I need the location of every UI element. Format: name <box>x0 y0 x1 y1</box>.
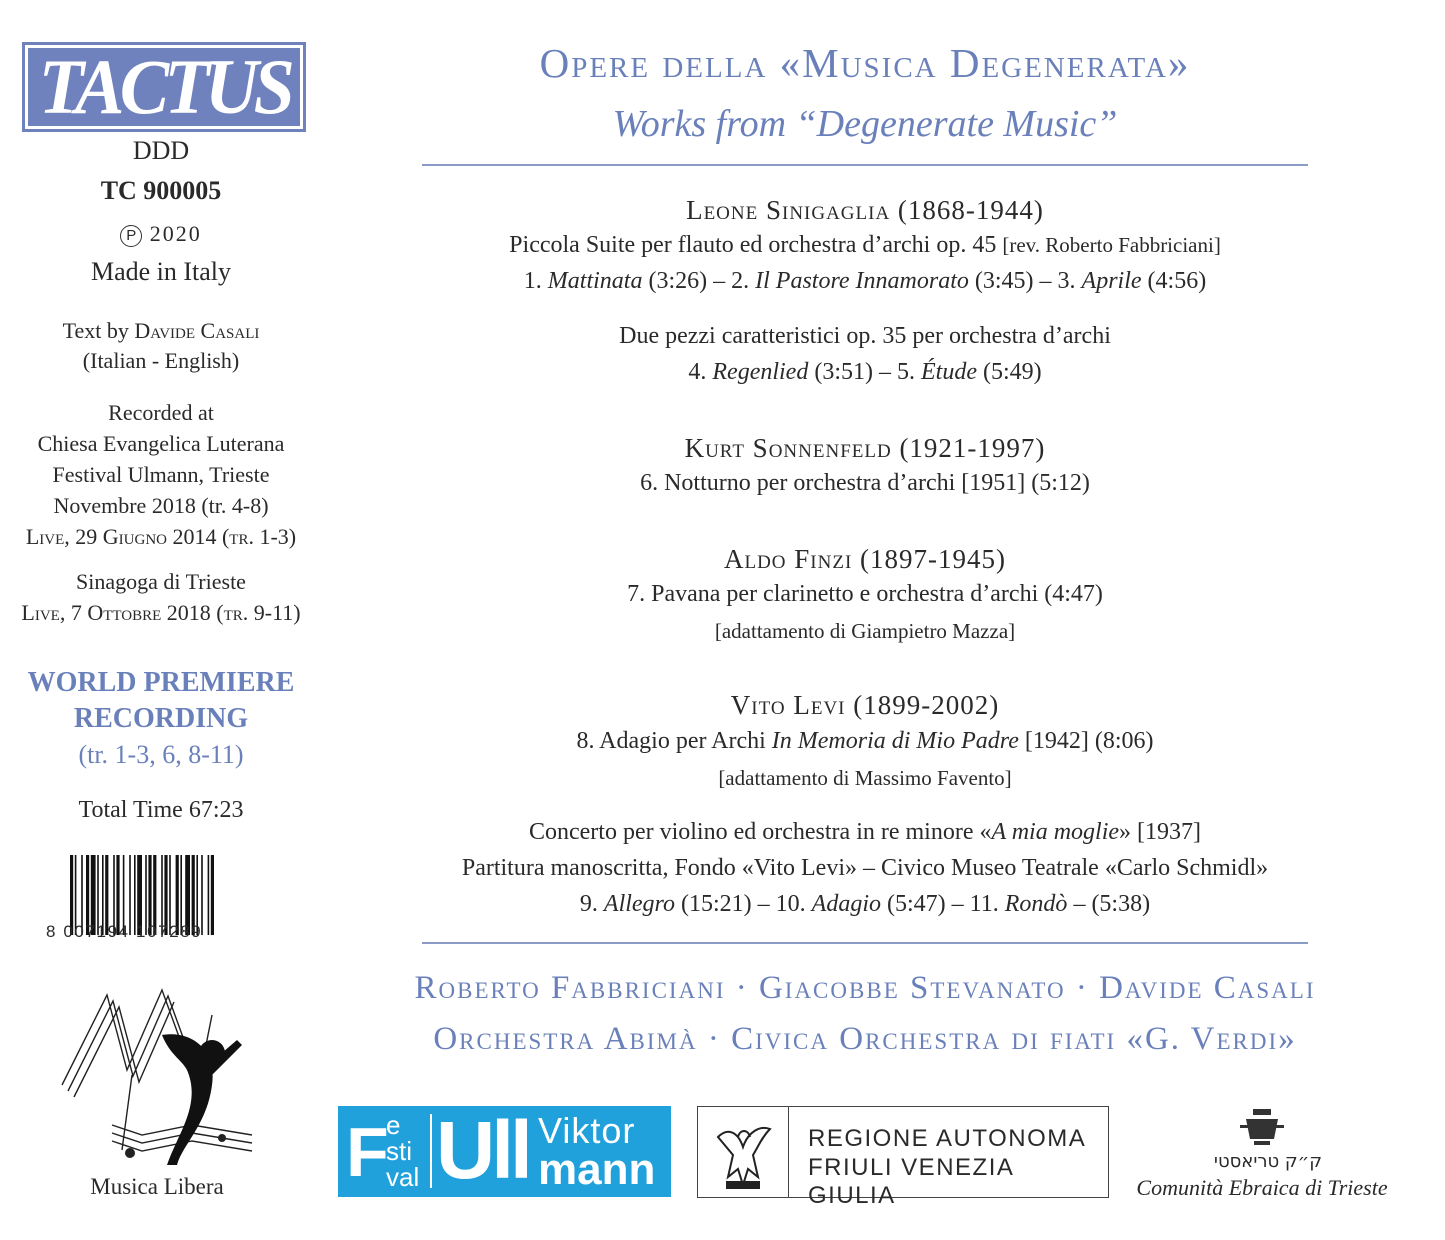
composer-sinigaglia: Leone Sinigaglia (1868-1944) <box>686 195 1044 225</box>
track-8 <box>410 723 1320 759</box>
recorded-line-7: Live, 7 Ottobre 2018 (tr. 9-11) <box>21 600 301 625</box>
phonogram-year: 2020 <box>149 221 202 246</box>
work-title: Piccola Suite per flauto ed orchestra d’archi op. 45 <box>509 232 997 258</box>
festival-viktor: Viktor <box>538 1110 636 1151</box>
track-time: (3:51) – 5. <box>808 359 921 385</box>
levi-note: [adattamento di Massimo Favento] <box>718 766 1012 790</box>
recorded-line-3: Festival Ulmann, Trieste <box>52 462 270 487</box>
recorded-line-1: Recorded at <box>108 400 214 425</box>
album-subtitle: Works from “Degenerate Music” <box>612 103 1118 145</box>
tracks-4-5 <box>410 354 1320 390</box>
crest-icon <box>1128 1105 1396 1149</box>
regione-fvg-logo <box>697 1106 1109 1209</box>
finzi-note: [adattamento di Giampietro Mazza] <box>714 619 1016 643</box>
recorded-line-4: Novembre 2018 (tr. 4-8) <box>53 493 269 518</box>
languages: (Italian - English) <box>82 348 240 373</box>
musica-libera-label: Musica Libera <box>90 1174 224 1199</box>
divider-bottom <box>422 942 1308 944</box>
track-title: In Memoria di Mio Padre <box>771 728 1019 754</box>
composer-finzi: Aldo Finzi (1897-1945) <box>723 544 1007 574</box>
premiere-tracks: (tr. 1-3, 6, 8-11) <box>78 740 244 769</box>
phonogram-icon: P <box>120 225 142 247</box>
festival-ull: Ull <box>436 1106 529 1196</box>
festival-divider <box>430 1114 432 1188</box>
track-time: (15:21) – 10. <box>675 891 812 917</box>
track-time: (4:56) <box>1141 268 1207 294</box>
phonogram-line <box>10 218 312 249</box>
track-title: Allegro <box>603 891 676 917</box>
recorded-line-2: Chiesa Evangelica Luterana <box>37 431 285 456</box>
concerto-source: Partitura manoscritta, Fondo «Vito Levi» – Civico Museo Teatrale «Carlo Schmidl» <box>461 855 1269 881</box>
festival-val: val <box>386 1162 420 1192</box>
track-time: [1942] (8:06) <box>1018 728 1154 754</box>
track-time: (5:49) <box>976 359 1042 385</box>
work-due-pezzi: Due pezzi caratteristici op. 35 per orchestra d’archi <box>619 323 1111 349</box>
work-title: Concerto per violino ed orchestra in re minore « <box>528 819 992 845</box>
divider-top <box>422 164 1308 166</box>
made-in-italy: Made in Italy <box>90 257 232 286</box>
work-note: [rev. Roberto Fabbriciani] <box>1002 233 1221 257</box>
track-time: (3:45) – 3. <box>968 268 1082 294</box>
work-concerto <box>410 814 1320 850</box>
track-title: Regenlied <box>712 359 809 385</box>
composer-levi: Vito Levi (1899-2002) <box>730 690 1000 720</box>
recorded-line-5: Live, 29 Giugno 2014 (tr. 1-3) <box>25 524 297 549</box>
track-num: 4. <box>688 359 713 385</box>
total-time: Total Time 67:23 <box>78 797 244 823</box>
text-by-author: Davide Casali <box>134 318 260 343</box>
regione-line-2: FRIULI VENEZIA GIULIA <box>808 1154 1014 1209</box>
album-title: Opere della «Musica Degenerata» <box>539 40 1191 86</box>
recording-label: RECORDING <box>73 703 249 734</box>
comunita-hebrew: ק״ק טריאסטי <box>1213 1151 1323 1172</box>
festival-e: e <box>386 1110 401 1140</box>
track-title: Rondò <box>1004 891 1068 917</box>
work-year: » [1937] <box>1119 819 1202 845</box>
tactus-logo-text: TACTUS <box>38 43 290 130</box>
track-num: 9. <box>579 891 604 917</box>
performers-line-1: Roberto Fabbriciani · Giacobbe Stevanato · Davide Casali <box>414 970 1316 1006</box>
festival-ullmann-logo <box>338 1106 671 1197</box>
regione-line-1: REGIONE AUTONOMA <box>808 1125 1087 1152</box>
tracks-1-3 <box>410 263 1320 299</box>
track-title: Étude <box>920 359 977 385</box>
track-num: 8. Adagio per Archi <box>576 728 772 754</box>
track-title: Aprile <box>1081 268 1142 294</box>
barcode-number: 8 007194 107289 <box>46 922 203 941</box>
composer-sonnenfeld: Kurt Sonnenfeld (1921-1997) <box>684 433 1046 463</box>
track-time: – (5:38) <box>1067 891 1151 917</box>
track-time: (3:26) – 2. <box>642 268 756 294</box>
text-by <box>10 315 312 346</box>
track-6: 6. Notturno per orchestra d’archi [1951] (5:12) <box>640 470 1090 496</box>
tracks-9-11 <box>410 886 1320 922</box>
eagle-icon <box>698 1107 789 1197</box>
musica-libera-logo <box>52 975 267 1170</box>
track-title: Adagio <box>811 891 881 917</box>
track-time: (5:47) – 11. <box>881 891 1005 917</box>
recorded-line-6: Sinagoga di Trieste <box>76 569 246 594</box>
comunita-ebraica-logo <box>1128 1105 1396 1205</box>
track-title: Mattinata <box>547 268 643 294</box>
track-7: 7. Pavana per clarinetto e orchestra d’archi (4:47) <box>627 581 1103 607</box>
tactus-logo <box>22 42 306 132</box>
catalog-number: TC 900005 <box>100 176 222 205</box>
comunita-name: Comunità Ebraica di Trieste <box>1136 1175 1388 1200</box>
musica-libera-icon <box>52 975 267 1170</box>
festival-mann: mann <box>538 1145 656 1194</box>
festival-f: F <box>346 1113 389 1191</box>
ddd-label: DDD <box>132 136 190 165</box>
work-dedication: A mia moglie <box>991 819 1120 845</box>
festival-sti: sti <box>386 1136 412 1166</box>
track-num: 1. <box>523 268 548 294</box>
world-premiere-label: WORLD PREMIERE <box>27 667 295 698</box>
track-title: Il Pastore Innamorato <box>755 268 969 294</box>
performers-line-2: Orchestra Abimà · Civica Orchestra di fiati «G. Verdi» <box>433 1021 1297 1057</box>
text-by-prefix: Text by <box>62 318 129 343</box>
work-piccola-suite <box>410 227 1320 263</box>
